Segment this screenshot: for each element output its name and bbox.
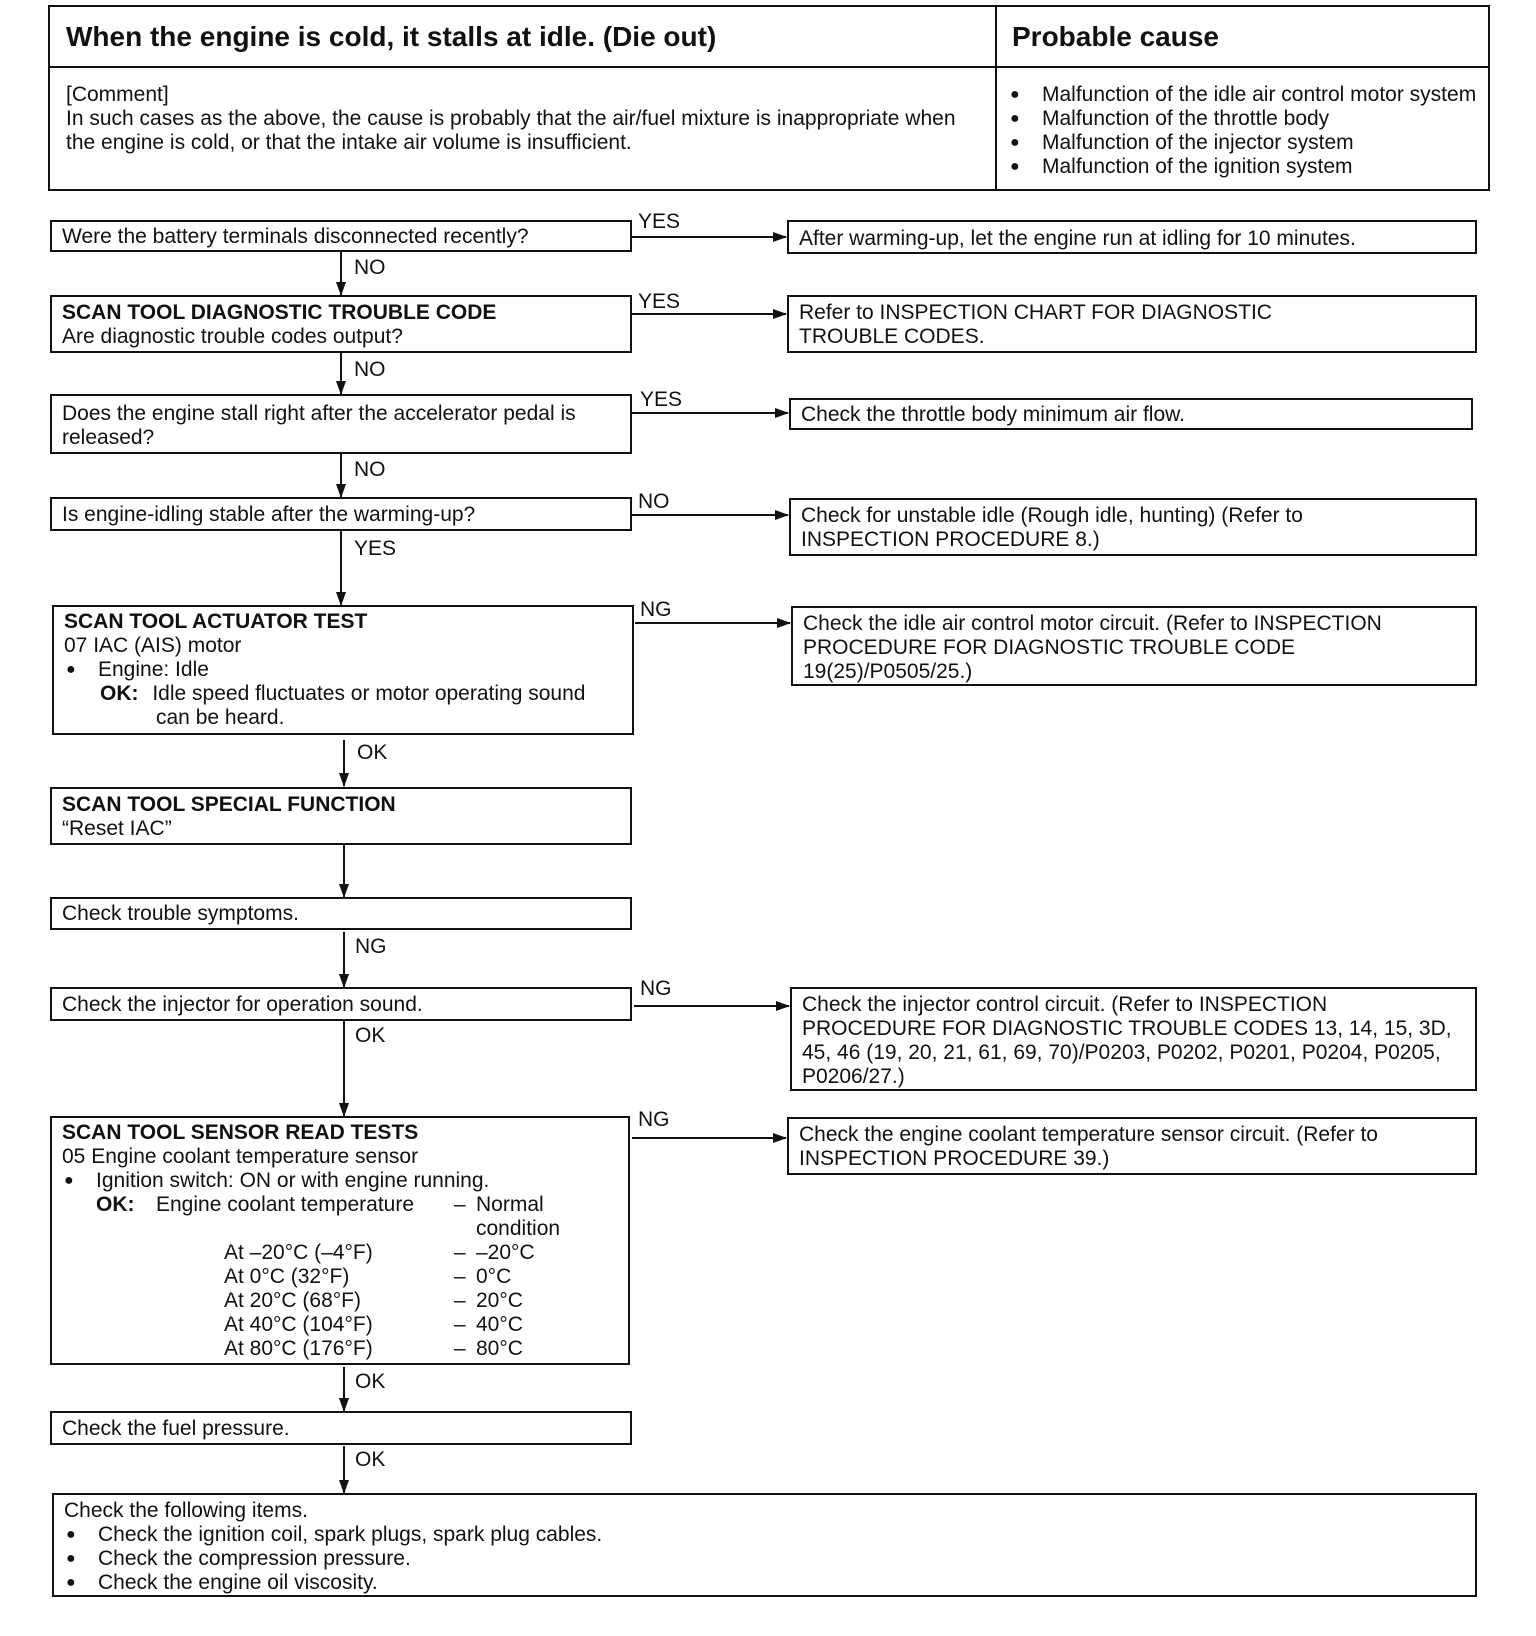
step-fuel-pressure bbox=[50, 1411, 632, 1445]
label-ok: OK bbox=[357, 741, 388, 764]
result-text: Check the engine coolant temperature sensor circuit. (Refer to INSPECTION PROCEDURE 39.) bbox=[799, 1123, 1378, 1170]
cause-item: ● Malfunction of the idle air control motor system bbox=[1008, 83, 1483, 107]
result-text: Check for unstable idle (Rough idle, hunting) (Refer to INSPECTION PROCEDURE 8.) bbox=[801, 504, 1303, 551]
check-item: ● Check the engine oil viscosity. bbox=[64, 1571, 1465, 1595]
comment-block bbox=[66, 83, 966, 155]
step-text: Check the following items. bbox=[64, 1499, 308, 1522]
step-text: Check the injector for operation sound. bbox=[62, 993, 423, 1016]
step-stall-after-release bbox=[50, 394, 632, 454]
step-text: Were the battery terminals disconnected recently? bbox=[62, 225, 529, 248]
ok-col2-cont: condition bbox=[476, 1217, 561, 1240]
label-ok: OK bbox=[355, 1370, 386, 1393]
ok-criterion bbox=[64, 682, 622, 706]
step-bullets bbox=[64, 658, 622, 682]
step-battery-disconnected bbox=[50, 220, 632, 252]
check-item: ● Check the compression pressure. bbox=[64, 1547, 1465, 1571]
step-sensor-read bbox=[50, 1116, 630, 1365]
result-text: After warming-up, let the engine run at idling for 10 minutes. bbox=[799, 227, 1356, 250]
ok-text-continued: can be heard. bbox=[156, 706, 285, 729]
header-table bbox=[48, 5, 1490, 191]
ok-label: OK: bbox=[100, 682, 139, 705]
result-dtc-chart bbox=[787, 295, 1477, 353]
temp-row-val: –20°C bbox=[476, 1241, 535, 1264]
dash: – bbox=[454, 1265, 466, 1288]
cause-item: ● Malfunction of the injector system bbox=[1008, 131, 1483, 155]
ok-table bbox=[62, 1193, 618, 1361]
result-coolant-sensor-circuit bbox=[787, 1117, 1477, 1175]
temp-row-at: At 20°C (68°F) bbox=[224, 1289, 362, 1312]
dash: – bbox=[454, 1241, 466, 1264]
label-no: NO bbox=[354, 256, 386, 279]
dash: – bbox=[454, 1289, 466, 1312]
step-text: “Reset IAC” bbox=[62, 817, 172, 840]
header-divider-horizontal bbox=[50, 66, 1488, 68]
step-bullet: ● Engine: Idle bbox=[64, 658, 622, 682]
dash: – bbox=[454, 1193, 466, 1216]
step-text: Check trouble symptoms. bbox=[62, 902, 299, 925]
comment-label: [Comment] bbox=[66, 83, 169, 106]
dash: – bbox=[454, 1313, 466, 1336]
result-text: Refer to INSPECTION CHART FOR DIAGNOSTIC TROUBLE CODES. bbox=[799, 301, 1272, 348]
symptom-title: When the engine is cold, it stalls at idle. (Die out) bbox=[66, 21, 717, 52]
label-ng: NG bbox=[355, 935, 387, 958]
temp-row-val: 40°C bbox=[476, 1313, 523, 1336]
check-items-list bbox=[64, 1523, 1465, 1595]
step-title: SCAN TOOL SPECIAL FUNCTION bbox=[62, 793, 396, 816]
step-text: Are diagnostic trouble codes output? bbox=[62, 325, 403, 348]
step-check-following-items bbox=[52, 1493, 1477, 1597]
dash: – bbox=[454, 1337, 466, 1360]
label-yes: YES bbox=[640, 388, 683, 411]
temp-row-at: At 0°C (32°F) bbox=[224, 1265, 350, 1288]
step-bullet: ● Ignition switch: ON or with engine running. bbox=[62, 1169, 618, 1193]
result-warm-up-idle bbox=[787, 220, 1477, 254]
cause-item: ● Malfunction of the ignition system bbox=[1008, 155, 1483, 179]
result-injector-circuit bbox=[790, 987, 1477, 1091]
result-unstable-idle bbox=[789, 498, 1477, 556]
step-injector-sound bbox=[50, 987, 632, 1021]
step-line: 05 Engine coolant temperature sensor bbox=[62, 1145, 419, 1168]
probable-cause-title: Probable cause bbox=[1012, 21, 1219, 52]
step-special-function bbox=[50, 787, 632, 845]
result-iac-circuit bbox=[791, 606, 1477, 686]
temp-row-val: 0°C bbox=[476, 1265, 512, 1288]
step-title: SCAN TOOL SENSOR READ TESTS bbox=[62, 1121, 419, 1144]
step-title: SCAN TOOL ACTUATOR TEST bbox=[64, 610, 368, 633]
ok-label: OK: bbox=[96, 1193, 135, 1216]
ok-text: Idle speed fluctuates or motor operating sound bbox=[152, 682, 586, 705]
result-text: Check the idle air control motor circuit. (Refer to INSPECTION PROCEDURE FOR DIAGNOSTIC TROUBLE CODE 19(25)/P0505/25.) bbox=[803, 612, 1382, 683]
label-no: NO bbox=[638, 490, 670, 513]
label-yes: YES bbox=[354, 537, 397, 560]
step-dtc-check bbox=[50, 295, 632, 353]
step-check-symptoms bbox=[50, 897, 632, 930]
ok-col1: Engine coolant temperature bbox=[156, 1193, 414, 1216]
step-text: Is engine-idling stable after the warming-up? bbox=[62, 503, 476, 526]
label-yes: YES bbox=[638, 210, 681, 233]
temp-row-val: 80°C bbox=[476, 1337, 523, 1360]
label-ok: OK bbox=[355, 1448, 386, 1471]
result-throttle-air-flow bbox=[789, 398, 1473, 430]
label-ok: OK bbox=[355, 1024, 386, 1047]
temp-row-at: At –20°C (–4°F) bbox=[224, 1241, 373, 1264]
label-no: NO bbox=[354, 458, 386, 481]
step-title: SCAN TOOL DIAGNOSTIC TROUBLE CODE bbox=[62, 301, 497, 324]
ok-col2: Normal bbox=[476, 1193, 544, 1216]
label-ng: NG bbox=[640, 977, 672, 1000]
temp-row-at: At 80°C (176°F) bbox=[224, 1337, 373, 1360]
cause-item: ● Malfunction of the throttle body bbox=[1008, 107, 1483, 131]
temp-row-at: At 40°C (104°F) bbox=[224, 1313, 373, 1336]
probable-cause-list bbox=[1008, 83, 1483, 179]
check-item: ● Check the ignition coil, spark plugs, spark plug cables. bbox=[64, 1523, 1465, 1547]
step-line: 07 IAC (AIS) motor bbox=[64, 634, 242, 657]
temp-row-val: 20°C bbox=[476, 1289, 523, 1312]
step-text: Check the fuel pressure. bbox=[62, 1417, 290, 1440]
header-divider-vertical bbox=[995, 7, 997, 189]
label-no: NO bbox=[354, 358, 386, 381]
result-text: Check the throttle body minimum air flow. bbox=[801, 403, 1185, 426]
label-yes: YES bbox=[638, 290, 681, 313]
step-bullets bbox=[62, 1169, 618, 1193]
label-ng: NG bbox=[638, 1108, 670, 1131]
step-idling-stable bbox=[50, 497, 632, 531]
result-text: Check the injector control circuit. (Refer to INSPECTION PROCEDURE FOR DIAGNOSTIC TROUBLE CODES 13, 14, 15, 3D, 45, 46 (19, 20, 21, 61, 69, 70)/P0203, P0202, P0201, P0204, P0205, P0206/27.) bbox=[802, 993, 1452, 1088]
step-actuator-test bbox=[52, 605, 634, 735]
label-ng: NG bbox=[640, 598, 672, 621]
comment-text: In such cases as the above, the cause is probably that the air/fuel mixture is inappropriate when the engine is cold, or that the intake air volume is insufficient. bbox=[66, 107, 956, 154]
step-text: Does the engine stall right after the accelerator pedal is released? bbox=[62, 402, 576, 449]
